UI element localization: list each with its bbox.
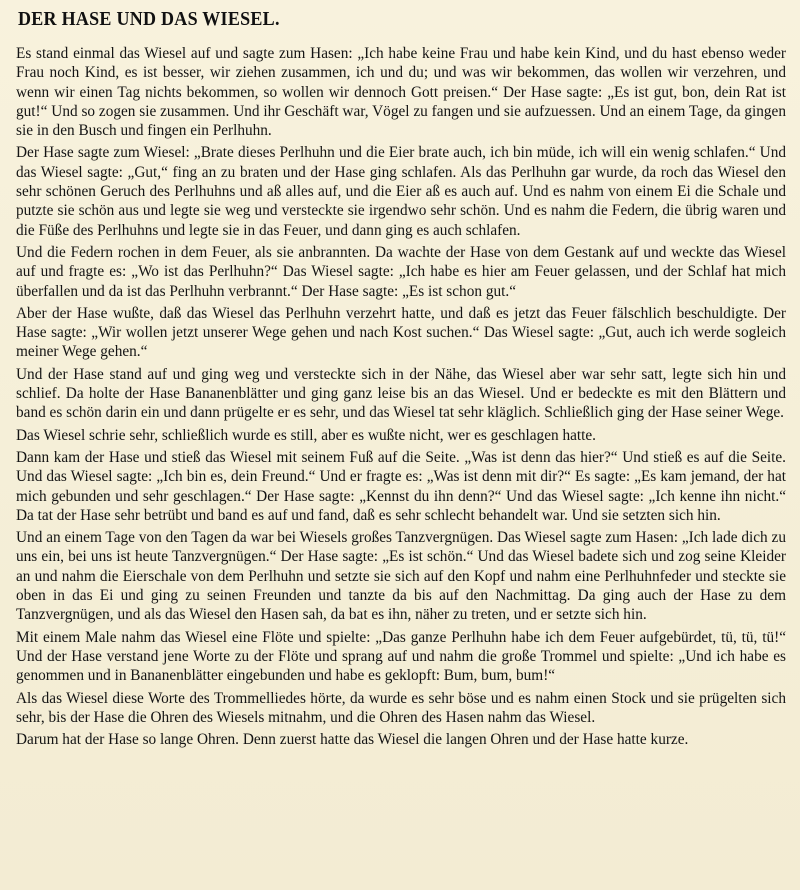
story-body <box>16 44 786 749</box>
paragraph: Aber der Hase wußte, daß das Wiesel das Perlhuhn verzehrt hatte, und daß es jetzt das Feuer fälschlich beschuldigte. Der Hase sagte: „Wir wollen jetzt unserer Wege gehen und nach Kost suchen.“ Das Wiesel sagte: „Gut, auch ich werde sogleich meiner Wege gehen.“ <box>16 304 786 361</box>
paragraph: Und an einem Tage von den Tagen da war bei Wiesels großes Tanzvergnügen. Das Wiesel sagte zum Hasen: „Ich lade dich zu uns ein, bei uns ist heute Tanzvergnügen.“ Der Hase sagte: „Es ist schön.“ Und das Wiesel badete sich und zog seine Kleider an und nahm die Eierschale von dem Perlhuhn und setzte sie sich auf den Kopf und nahm eine Perlhuhnfeder und steckte sie oben in das Ei und ging zu seinen Freunden und tanzte da bis auf den Nachmittag. Da ging auch der Hase zu dem Tanzvergnügen, und als das Wiesel den Hasen sah, da bat es ihn, näher zu treten, und er setzte sich hin. <box>16 529 786 624</box>
paragraph: Als das Wiesel diese Worte des Trommelliedes hörte, da wurde es sehr böse und es nahm einen Stock und sie prügelten sich sehr, bis der Hase die Ohren des Wiesels mitnahm, und die Ohren des Hasen nahm das Wiesel. <box>16 689 786 726</box>
paragraph: Der Hase sagte zum Wiesel: „Brate dieses Perlhuhn und die Eier brate auch, ich bin müde, ich will ein wenig schlafen.“ Und das Wiesel sagte: „Gut,“ fing an zu braten und der Hase ging schlafen. Als das Perlhuhn gar wurde, da roch das Wiesel den sehr schönen Geruch des Perlhuhns und aß alles auf, und die Eier aß es auch auf. Und es nahm von einem Ei die Schale und putzte sie schön aus und legte sie weg und versteckte sie irgendwo sehr schön. Und es nahm die Federn, die übrig waren und die Füße des Perlhuhns und legte sie in das Feuer, und dann ging es auch schlafen. <box>16 144 786 239</box>
story-title: DER HASE UND DAS WIESEL. <box>18 8 280 30</box>
paragraph: Und der Hase stand auf und ging weg und versteckte sich in der Nähe, das Wiesel aber war sehr satt, legte sich hin und schlief. Da holte der Hase Bananenblätter und ging ganz leise bis an das Wiesel. Und er bedeckte es mit den Blättern und band es schön darin ein und dann prügelte er es sehr, und das Wiesel tat sehr kläglich. Schließlich ging der Hase seiner Wege. <box>16 365 786 422</box>
paragraph: Dann kam der Hase und stieß das Wiesel mit seinem Fuß auf die Seite. „Was ist denn das hier?“ Und stieß es auf die Seite. Und das Wiesel sagte: „Ich bin es, dein Freund.“ Und er fragte es: „Was ist denn mit dir?“ Es sagte: „Es kam jemand, der hat mich gebunden und sehr geschlagen.“ Der Hase sagte: „Kennst du ihn denn?“ Und das Wiesel sagte: „Ich kenne ihn nicht.“ Da tat der Hase sehr betrübt und band es auf und fand, daß es sehr schlecht behandelt war. Und sie setzten sich hin. <box>16 448 786 524</box>
paragraph: Es stand einmal das Wiesel auf und sagte zum Hasen: „Ich habe keine Frau und habe kein Kind, und du hast ebenso weder Frau noch Kind, es ist besser, wir ziehen zusammen, ich und du; und was wir bekommen, das wollen wir verzehren, und wenn wir einen Tag nichts bekommen, so wollen wir dennoch Gott preisen.“ Der Hase sagte: „Es ist gut, bon, dein Rat ist gut!“ Und so zogen sie zusammen. Und ihr Geschäft war, Vögel zu fangen und sie aufzuessen. Und an einem Tage, da gingen sie in den Busch und fingen ein Perlhuhn. <box>16 45 786 140</box>
paragraph: Darum hat der Hase so lange Ohren. Denn zuerst hatte das Wiesel die langen Ohren und der Hase hatte kurze. <box>16 731 689 749</box>
paragraph: Mit einem Male nahm das Wiesel eine Flöte und spielte: „Das ganze Perlhuhn habe ich dem Feuer aufgebürdet, tü, tü, tü!“ Und der Hase verstand jene Worte zu der Flöte und sprang auf und nahm die große Trommel und spielte: „Und ich habe es genommen und in Bananenblätter eingebunden und habe es geklopft: Bum, bum, bum!“ <box>16 628 786 685</box>
paragraph: Das Wiesel schrie sehr, schließlich wurde es still, aber es wußte nicht, wer es geschlagen hatte. <box>16 426 597 444</box>
paragraph: Und die Federn rochen in dem Feuer, als sie anbrannten. Da wachte der Hase von dem Gestank auf und weckte das Wiesel auf und fragte es: „Wo ist das Perlhuhn?“ Das Wiesel sagte: „Ich habe es hier am Feuer gelassen, und der Schlaf hat mich überfallen und da ist das Perlhuhn verbrannt.“ Der Hase sagte: „Es ist schon gut.“ <box>16 243 786 300</box>
